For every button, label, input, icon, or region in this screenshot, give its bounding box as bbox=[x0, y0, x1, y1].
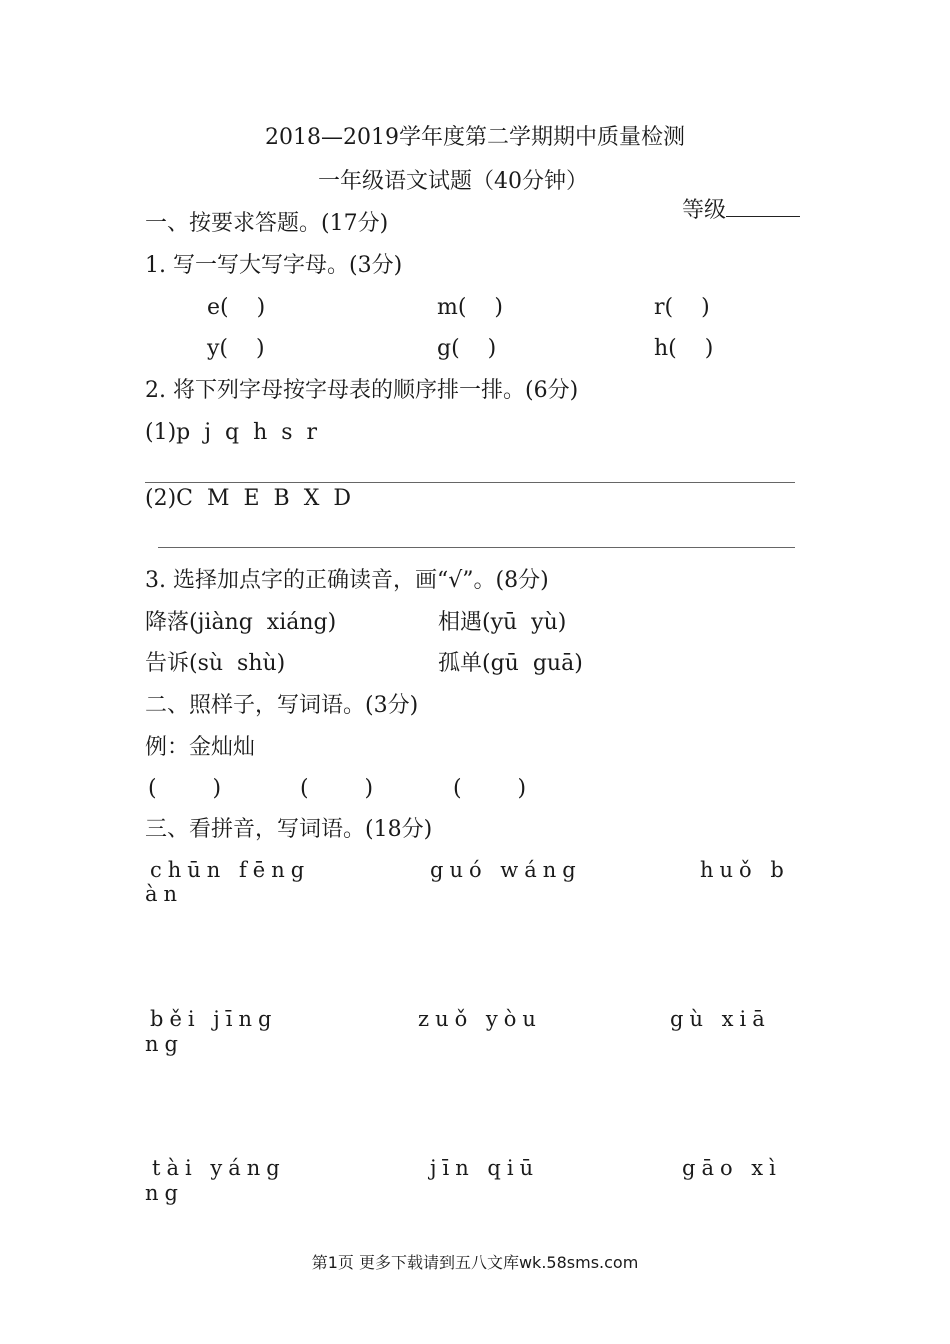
pinyin-row3-wrap: ng bbox=[145, 1181, 184, 1205]
q1-item-r: r( ) bbox=[654, 295, 710, 320]
answer-line-2 bbox=[158, 547, 795, 548]
exam-subtitle: 一年级语文试题（40分钟） bbox=[318, 169, 588, 194]
pinyin-row3-c: gāo xì bbox=[682, 1156, 782, 1180]
q1-item-m: m( ) bbox=[437, 295, 503, 320]
pinyin-row1-wrap: àn bbox=[145, 882, 184, 906]
q2-prompt: 2. 将下列字母按字母表的顺序排一排。(6分) bbox=[145, 378, 579, 403]
pinyin-row3-a: tài yáng bbox=[152, 1156, 286, 1180]
pinyin-row2-a: běi jīng bbox=[150, 1007, 278, 1031]
section3-heading: 三、看拼音，写词语。(18分) bbox=[145, 817, 433, 842]
q2-row2: (2)C M E B X D bbox=[145, 486, 351, 511]
section2-blank-2: ( ) bbox=[300, 776, 374, 801]
q3-item-2: 相遇(yū yù) bbox=[438, 610, 567, 635]
answer-line-1 bbox=[145, 482, 795, 483]
grade-field bbox=[668, 168, 800, 225]
section1-heading: 一、按要求答题。(17分) bbox=[145, 211, 389, 236]
q1-item-h: h( ) bbox=[654, 336, 714, 361]
grade-blank bbox=[726, 196, 800, 217]
pinyin-row2-c: gù xiā bbox=[670, 1007, 771, 1031]
pinyin-row1-b: guó wáng bbox=[430, 858, 582, 882]
page-footer: 第1页 更多下载请到五八文库wk.58sms.com bbox=[311, 1253, 639, 1272]
q1-item-e: e( ) bbox=[207, 295, 266, 320]
section2-blank-1: ( ) bbox=[148, 776, 222, 801]
q2-row1: (1)p j q h s r bbox=[145, 420, 318, 445]
q1-item-y: y( ) bbox=[207, 336, 265, 361]
section2-blank-3: ( ) bbox=[453, 776, 527, 801]
pinyin-row1-a: chūn fēng bbox=[150, 858, 311, 882]
pinyin-row2-wrap: ng bbox=[145, 1032, 184, 1056]
q1-prompt: 1. 写一写大写字母。(3分) bbox=[145, 253, 403, 278]
q1-item-g: g( ) bbox=[437, 336, 497, 361]
pinyin-row2-b: zuǒ yòu bbox=[418, 1007, 542, 1031]
q3-item-3: 告诉(sù shù) bbox=[145, 651, 286, 676]
q3-item-1: 降落(jiàng xiáng) bbox=[145, 610, 337, 635]
pinyin-row3-b: jīn qiū bbox=[430, 1156, 540, 1180]
exam-title: 2018—2019学年度第二学期期中质量检测 bbox=[265, 125, 685, 150]
section2-example: 例：金灿灿 bbox=[145, 735, 256, 760]
section2-heading: 二、照样子，写词语。(3分) bbox=[145, 693, 419, 718]
grade-label: 等级 bbox=[682, 198, 727, 223]
pinyin-row1-c: huǒ b bbox=[700, 858, 790, 882]
q3-prompt: 3. 选择加点字的正确读音，画“√”。(8分) bbox=[145, 568, 549, 593]
q3-item-4: 孤单(gū guā) bbox=[438, 651, 583, 676]
